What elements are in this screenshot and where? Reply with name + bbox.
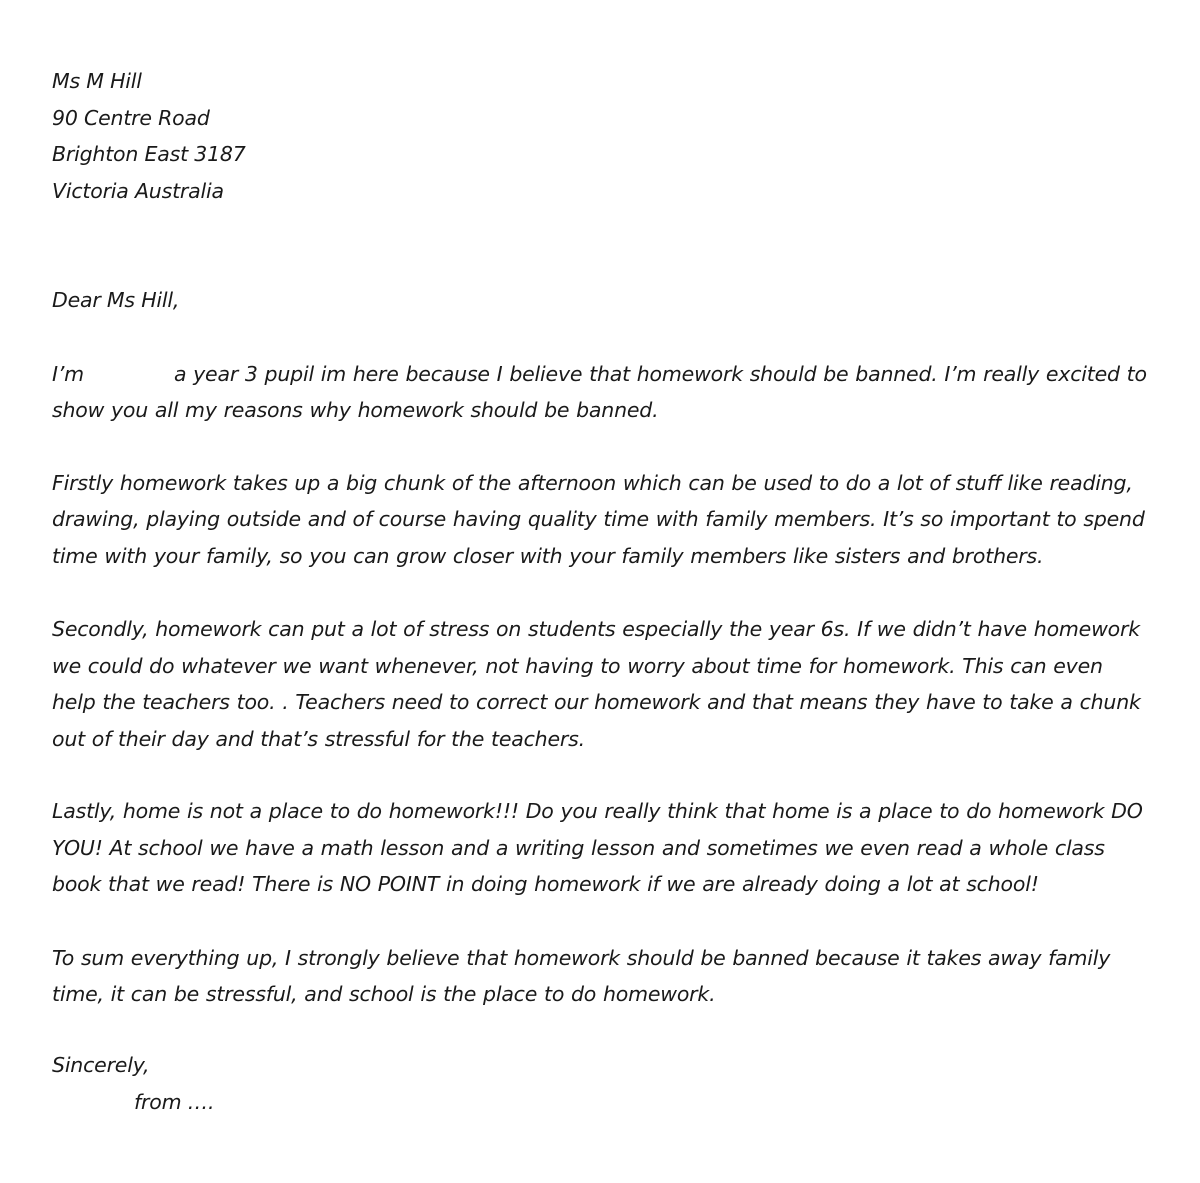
intro-rest: a year 3 pupil im here because I believe that homework should be banned. I’m really excited to show you all my reasons why homework should be banned. bbox=[52, 361, 1147, 422]
signoff: Sincerely, bbox=[52, 1053, 150, 1077]
lastly-paragraph: Lastly, home is not a place to do homework!!! Do you really think that home is a place to do homework DO YOU! At school we have a math lesson and a writing lesson and sometimes we even read a whole class book that we read! There is NO POINT in doing homework if we are already doing a lot at school! bbox=[52, 799, 1143, 896]
address-state-country: Victoria Australia bbox=[52, 178, 224, 203]
salutation: Dear Ms Hill, bbox=[52, 288, 180, 312]
sender-address bbox=[52, 63, 652, 209]
address-suburb: Brighton East 3187 bbox=[52, 142, 246, 166]
secondly-paragraph: Secondly, homework can put a lot of stress on students especially the year 6s. If we didn’t have homework we could do whatever we want whenever, not having to worry about time for homework. This can even help the teachers too. . Teachers need to correct our homework and that means they have to take a chunk out of their day and that’s stressful for the teachers. bbox=[52, 617, 1141, 751]
firstly-paragraph: Firstly homework takes up a big chunk of the afternoon which can be used to do a lot of stuff like reading, drawing, playing outside and of course having quality time with family members. It’s so important to spend time with your family, so you can grow closer with your family members like sisters and brothers. bbox=[52, 470, 1145, 568]
closing bbox=[52, 1047, 652, 1120]
intro-paragraph bbox=[52, 356, 1152, 429]
letter-body bbox=[52, 282, 1152, 1013]
address-name: Ms M Hill bbox=[52, 69, 142, 93]
from-line: from …. bbox=[134, 1089, 215, 1114]
address-street: 90 Centre Road bbox=[52, 105, 210, 130]
summary-paragraph: To sum everything up, I strongly believe that homework should be banned because it takes away family time, it can be stressful, and school is the place to do homework. bbox=[52, 945, 1111, 1006]
intro-start: I’m bbox=[52, 361, 84, 386]
